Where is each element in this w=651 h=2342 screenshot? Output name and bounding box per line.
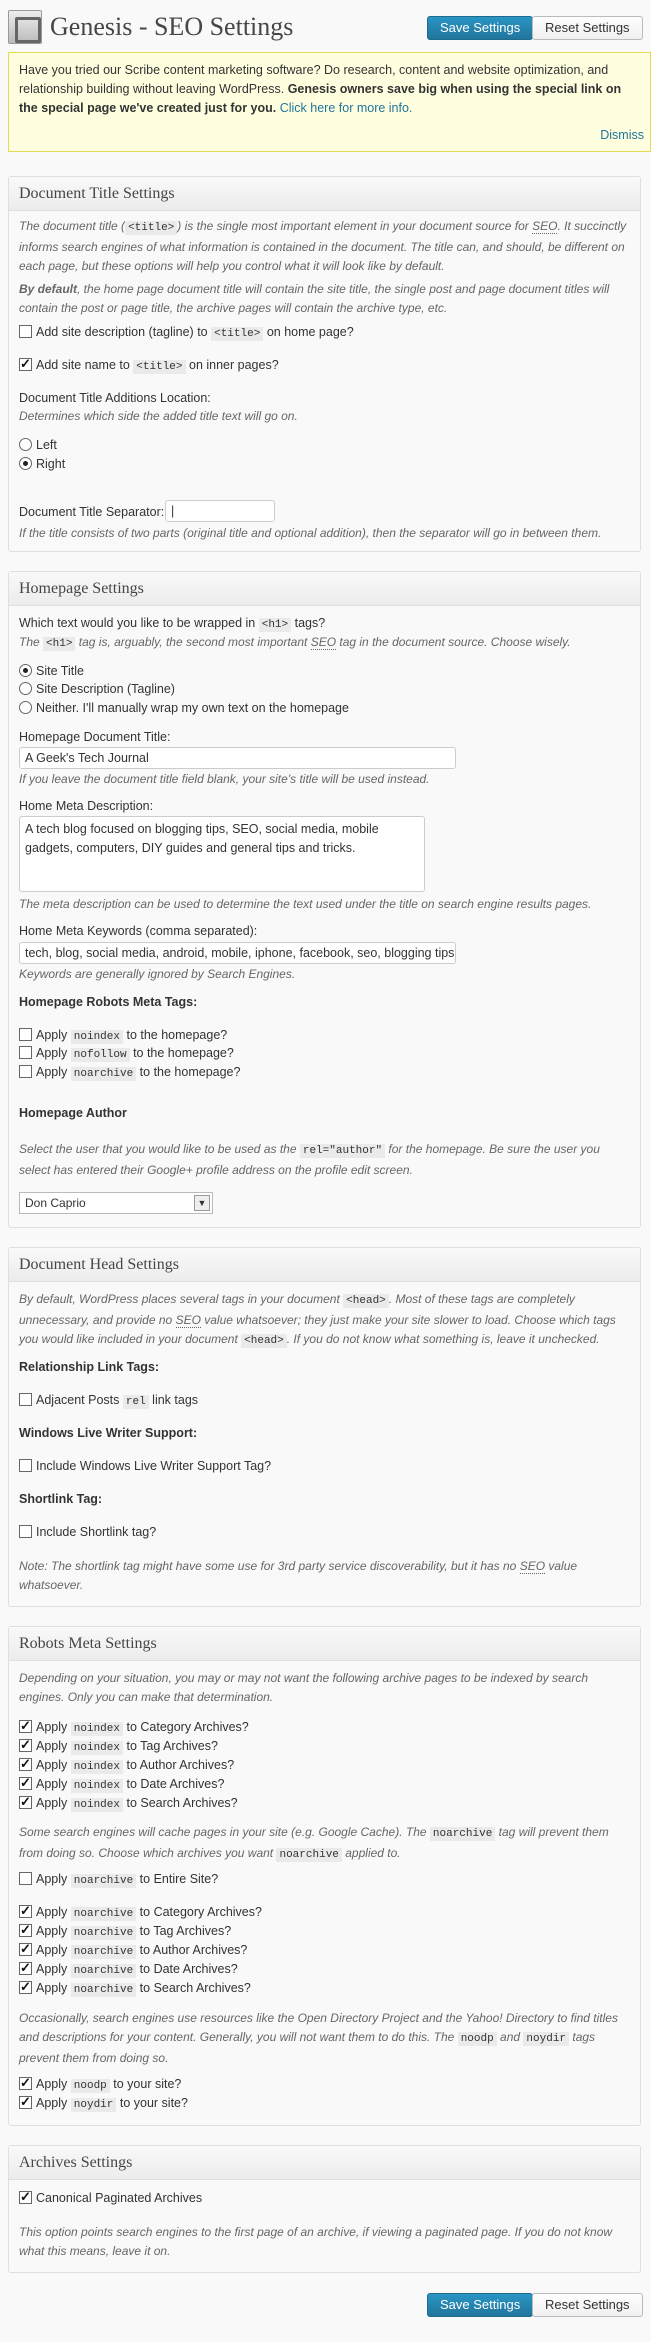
- title-location-label: Document Title Additions Location:: [19, 391, 211, 405]
- checkbox[interactable]: [19, 1943, 32, 1956]
- save-button-top[interactable]: Save Settings: [427, 16, 533, 40]
- checkbox[interactable]: [19, 325, 32, 338]
- checkbox[interactable]: [19, 1981, 32, 1994]
- separator-label: Document Title Separator:: [19, 505, 165, 519]
- h1-site-title-option[interactable]: Site Title: [19, 664, 84, 678]
- checkbox[interactable]: [19, 2191, 32, 2204]
- checkbox[interactable]: [19, 1525, 32, 1538]
- checkbox[interactable]: [19, 1796, 32, 1809]
- settings-page-icon: [8, 10, 42, 44]
- meta-description-textarea[interactable]: A tech blog focused on blogging tips, SEO, social media, mobile gadgets, computers, DIY guides and general tips and tricks.: [19, 816, 425, 892]
- noarchive-tag-option[interactable]: ✓Apply noarchive to Tag Archives?: [19, 1924, 231, 1939]
- reset-button-bottom[interactable]: Reset Settings: [532, 2293, 643, 2317]
- wlw-heading: Windows Live Writer Support:: [19, 1426, 198, 1440]
- noarchive-author-option[interactable]: ✓Apply noarchive to Author Archives?: [19, 1943, 247, 1958]
- homepage-author-heading: Homepage Author: [19, 1106, 127, 1120]
- checkbox[interactable]: [19, 1905, 32, 1918]
- scribe-notice: [8, 52, 651, 152]
- radio[interactable]: [19, 438, 32, 451]
- separator-desc: If the title consists of two parts (original title and optional addition), then the separator will go in between them.: [19, 526, 602, 540]
- relationship-link-heading: Relationship Link Tags:: [19, 1360, 160, 1374]
- shortlink-note: Note: The shortlink tag might have some use for 3rd party service discoverability, but it has no SEO value whatsoever.: [19, 1559, 578, 1592]
- checkbox[interactable]: [19, 1065, 32, 1078]
- noydir-option[interactable]: ✓Apply noydir to your site?: [19, 2096, 188, 2111]
- homepage-author-select[interactable]: Don Caprio ▼: [19, 1192, 213, 1214]
- checkbox[interactable]: [19, 1028, 32, 1041]
- noindex-tag-option[interactable]: ✓Apply noindex to Tag Archives?: [19, 1739, 218, 1754]
- checkbox[interactable]: [19, 1872, 32, 1885]
- panel-heading: Document Head Settings: [9, 1248, 640, 1282]
- keywords-label: Home Meta Keywords (comma separated):: [19, 924, 258, 938]
- checkbox[interactable]: [19, 1739, 32, 1752]
- notice-link[interactable]: Click here for more info.: [279, 101, 413, 115]
- radio[interactable]: [19, 457, 32, 470]
- checkbox[interactable]: [19, 358, 32, 371]
- noodp-option[interactable]: ✓Apply noodp to your site?: [19, 2077, 181, 2092]
- h1-neither-option[interactable]: Neither. I'll manually wrap my own text on the homepage: [19, 701, 349, 715]
- save-button-bottom[interactable]: Save Settings: [427, 2293, 533, 2317]
- page-title: Genesis - SEO Settings: [50, 12, 294, 41]
- dismiss-link[interactable]: Dismiss: [600, 128, 644, 142]
- homepage-title-desc: If you leave the document title field blank, your site's title will be used instead.: [19, 772, 430, 786]
- separator-input[interactable]: |: [165, 500, 275, 522]
- radio[interactable]: [19, 682, 32, 695]
- checkbox[interactable]: [19, 1962, 32, 1975]
- home-nofollow-option[interactable]: Apply nofollow to the homepage?: [19, 1046, 234, 1061]
- site-description-in-title-option[interactable]: Add site description (tagline) to <title> on home page?: [19, 325, 354, 340]
- panel-heading: Robots Meta Settings: [9, 1627, 640, 1661]
- title-location-desc: Determines which side the added title text will go on.: [19, 409, 298, 423]
- checkbox[interactable]: [19, 1393, 32, 1406]
- shortlink-heading: Shortlink Tag:: [19, 1492, 103, 1506]
- radio[interactable]: [19, 664, 32, 677]
- page-header: [8, 8, 643, 48]
- doc-head-desc: By default, WordPress places several tags in your document <head> . Most of these tags are completely unnecessary, and provide no SEO value whatsoever; they just make your site slower to load. Choose which tags you would like included in your document <head> . If you do not know what something is, leave it unchecked.: [19, 1292, 616, 1347]
- homepage-author-desc: Select the user that you would like to be used as the rel="author" for the homepage. Be sure the user you select has entered their Google+ profile address on the profile edit screen.: [19, 1142, 600, 1177]
- noodp-desc: Occasionally, search engines use resources like the Open Directory Project and the Yahoo! Directory to find titles and descriptions for your content. Generally, you will not want them to do this. The noodp and noydir tags prevent them from doing so.: [19, 2011, 618, 2065]
- homepage-title-label: Homepage Document Title:: [19, 730, 171, 744]
- checkbox[interactable]: [19, 1046, 32, 1059]
- noarchive-category-option[interactable]: ✓Apply noarchive to Category Archives?: [19, 1905, 262, 1920]
- noindex-category-option[interactable]: ✓Apply noindex to Category Archives?: [19, 1720, 249, 1735]
- document-title-panel: [8, 176, 641, 552]
- keywords-input[interactable]: tech, blog, social media, android, mobile, iphone, facebook, seo, blogging tips: [19, 942, 456, 964]
- robots-meta-heading: Homepage Robots Meta Tags:: [19, 995, 198, 1009]
- panel-heading: Homepage Settings: [9, 572, 640, 606]
- noarchive-desc: Some search engines will cache pages in your site (e.g. Google Cache). The noarchive tag will prevent them from doing so. Choose which archives you want noarchive applied to.: [19, 1825, 609, 1861]
- checkbox[interactable]: [19, 2077, 32, 2090]
- archives-settings-panel: [8, 2145, 641, 2273]
- h1-question: Which text would you like to be wrapped in <h1> tags?: [19, 616, 326, 631]
- doc-title-default-desc: By default, the home page document title will contain the site title, the single post and page document titles will contain the post or page title, the archive pages will contain the archive type, etc.: [19, 282, 610, 315]
- noindex-date-option[interactable]: ✓Apply noindex to Date Archives?: [19, 1777, 224, 1792]
- notice-bold-text: Genesis owners save big when using the special link on the special page we've created just for you.: [19, 82, 622, 115]
- meta-description-desc: The meta description can be used to determine the text used under the title on search engine results pages.: [19, 897, 592, 911]
- doc-title-desc: The document title ( <title> ) is the single most important element in your document source for SEO. It succinctly informs search engines of what information is contained in the document. The title can, and should, be different on each page, but these options will help you control what it will look like by default.: [19, 219, 627, 273]
- noindex-author-option[interactable]: ✓Apply noindex to Author Archives?: [19, 1758, 234, 1773]
- home-noindex-option[interactable]: Apply noindex to the homepage?: [19, 1028, 227, 1043]
- location-right-option[interactable]: Right: [19, 457, 65, 471]
- checkbox[interactable]: [19, 1720, 32, 1733]
- keywords-desc: Keywords are generally ignored by Search Engines.: [19, 967, 296, 981]
- checkbox[interactable]: [19, 1758, 32, 1771]
- robots-meta-panel: [8, 1626, 641, 2126]
- canonical-archives-desc: This option points search engines to the first page of an archive, if viewing a paginated page. If you do not know what this means, leave it on.: [19, 2225, 613, 2258]
- noarchive-entire-option[interactable]: Apply noarchive to Entire Site?: [19, 1872, 218, 1887]
- noarchive-search-option[interactable]: ✓Apply noarchive to Search Archives?: [19, 1981, 251, 1996]
- robots-desc: Depending on your situation, you may or may not want the following archive pages to be indexed by search engines. Only you can make that determination.: [19, 1671, 589, 1704]
- radio[interactable]: [19, 701, 32, 714]
- canonical-archives-option[interactable]: ✓Canonical Paginated Archives: [19, 2191, 202, 2205]
- chevron-down-icon[interactable]: ▼: [194, 1195, 210, 1211]
- noarchive-date-option[interactable]: ✓Apply noarchive to Date Archives?: [19, 1962, 238, 1977]
- homepage-settings-panel: [8, 571, 641, 1228]
- homepage-title-input[interactable]: A Geek's Tech Journal: [19, 747, 456, 769]
- checkbox[interactable]: [19, 1924, 32, 1937]
- home-noarchive-option[interactable]: Apply noarchive to the homepage?: [19, 1065, 240, 1080]
- panel-heading: Archives Settings: [9, 2146, 640, 2180]
- noindex-search-option[interactable]: ✓Apply noindex to Search Archives?: [19, 1796, 238, 1811]
- checkbox[interactable]: [19, 1777, 32, 1790]
- panel-heading: Document Title Settings: [9, 177, 640, 211]
- h1-desc: The <h1> tag is, arguably, the second most important SEO tag in the document source. Choose wisely.: [19, 635, 571, 650]
- meta-description-label: Home Meta Description:: [19, 799, 154, 813]
- document-head-panel: [8, 1247, 641, 1607]
- adjacent-posts-option[interactable]: Adjacent Posts rel link tags: [19, 1393, 198, 1408]
- site-name-in-title-option[interactable]: ✓Add site name to <title> on inner pages?: [19, 358, 279, 373]
- reset-button-top[interactable]: Reset Settings: [532, 16, 643, 40]
- shortlink-option[interactable]: Include Shortlink tag?: [19, 1525, 156, 1539]
- checkbox[interactable]: [19, 1459, 32, 1472]
- h1-tagline-option[interactable]: Site Description (Tagline): [19, 682, 175, 696]
- notice-text: Have you tried our Scribe content marketing software? Do research, content and website optimization, and relationship building without leaving WordPress.: [19, 63, 609, 96]
- wlw-option[interactable]: Include Windows Live Writer Support Tag?: [19, 1459, 271, 1473]
- location-left-option[interactable]: Left: [19, 438, 57, 452]
- checkbox[interactable]: [19, 2096, 32, 2109]
